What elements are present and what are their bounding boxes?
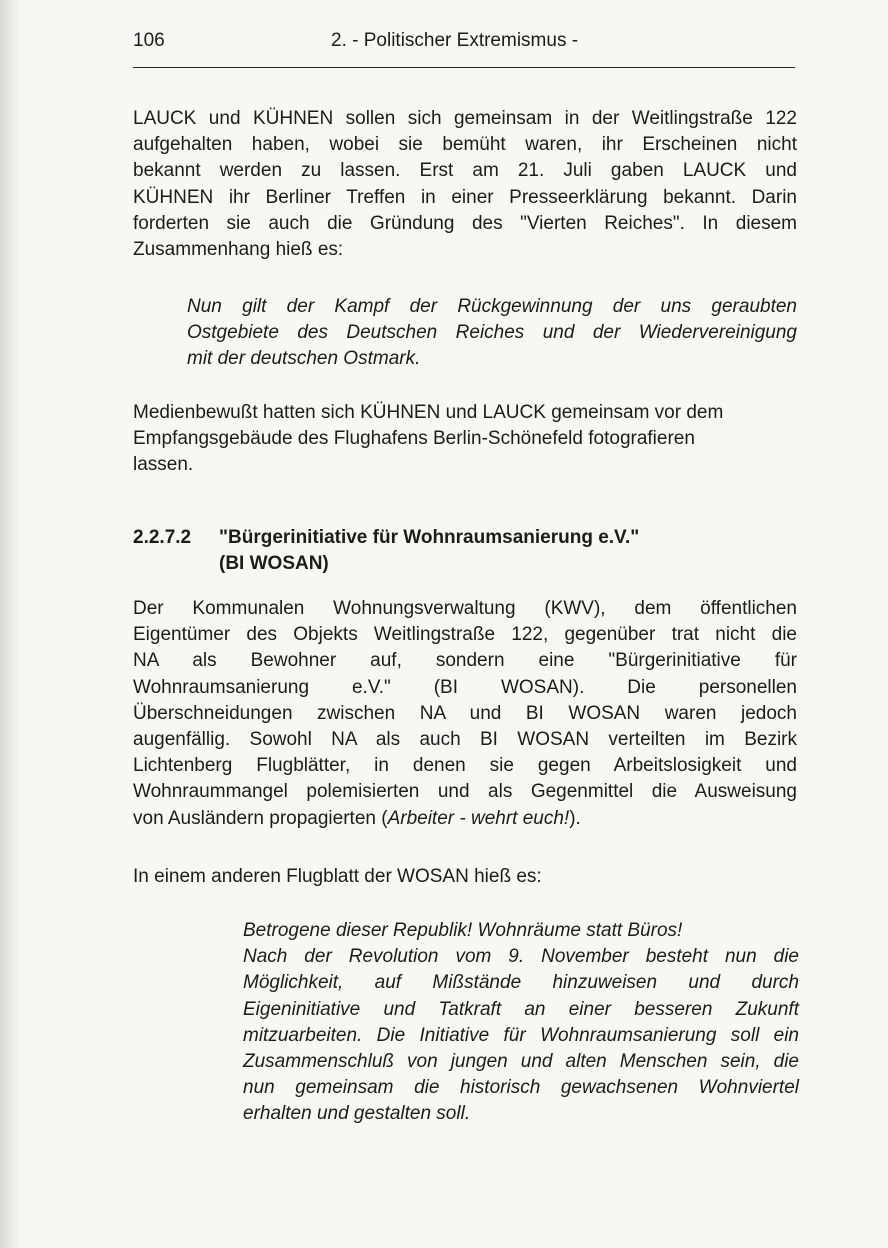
text-line: Wohnraumsanierung e.V." (BI WOSAN). Die personellen bbox=[133, 676, 797, 698]
section-title-line: "Bürgerinitiative für Wohnraumsanierung e.V." bbox=[219, 527, 640, 548]
text-line: In einem anderen Flugblatt der WOSAN hieß es: bbox=[133, 866, 542, 887]
text-line: NA als Bewohner auf, sondern eine "Bürgerinitiative für bbox=[133, 650, 797, 672]
text-line: KÜHNEN ihr Berliner Treffen in einer Presseerklärung bekannt. Darin bbox=[133, 186, 797, 208]
section-title bbox=[219, 525, 779, 577]
quote-line: mit der deutschen Ostmark. bbox=[187, 348, 421, 370]
text-line: forderten sie auch die Gründung des "Vierten Reiches". In diesem bbox=[133, 212, 797, 234]
header-divider bbox=[133, 67, 795, 68]
section-number: 2.2.7.2 bbox=[133, 527, 192, 548]
text-line: aufgehalten haben, wobei sie bemüht waren, ihr Erscheinen nicht bbox=[133, 134, 797, 156]
text-line: bekannt werden zu lassen. Erst am 21. Juli gaben LAUCK und bbox=[133, 160, 797, 182]
document-page bbox=[133, 0, 803, 1248]
quote-line: nun gemeinsam die historisch gewachsenen Wohnviertel bbox=[243, 1077, 799, 1099]
text-line: Wohnraummangel polemisierten und als Gegenmittel die Ausweisung bbox=[133, 781, 797, 803]
quote-line: Möglichkeit, auf Mißstände hinzuweisen und durch bbox=[243, 972, 799, 994]
text-line: Der Kommunalen Wohnungsverwaltung (KWV), dem öffentlichen bbox=[133, 598, 797, 619]
quote-flyer bbox=[243, 918, 799, 1128]
text-segment: ). bbox=[569, 807, 581, 829]
flyer-slogan: Arbeiter - wehrt euch! bbox=[387, 807, 570, 829]
text-line: Medienbewußt hatten sich KÜHNEN und LAUCK gemeinsam vor dem bbox=[133, 402, 724, 423]
quote-vierten-reiches bbox=[187, 294, 797, 373]
text-line-last bbox=[133, 806, 797, 832]
quote-line: Betrogene dieser Republik! Wohnräume statt Büros! bbox=[243, 920, 683, 941]
quote-line: Nun gilt der Kampf der Rückgewinnung der uns geraubten bbox=[187, 296, 797, 317]
running-title: 2. - Politischer Extremismus - bbox=[331, 30, 579, 51]
quote-line: erhalten und gestalten soll. bbox=[243, 1103, 471, 1125]
text-line: Lichtenberg Flugblätter, in denen sie gegen Arbeitslosigkeit und bbox=[133, 755, 797, 777]
page-header bbox=[133, 30, 803, 60]
paragraph-lauck-kuehnen bbox=[133, 106, 797, 263]
paragraph-medienbewusst bbox=[133, 400, 797, 479]
quote-line: Zusammenschluß von jungen und alten Menschen sein, die bbox=[243, 1051, 799, 1073]
text-line: Empfangsgebäude des Flughafens Berlin-Schönefeld fotografieren bbox=[133, 428, 695, 450]
scan-shadow-edge bbox=[0, 0, 22, 1248]
quote-line: Eigeninitiative und Tatkraft an einer besseren Zukunft bbox=[243, 998, 799, 1020]
quote-line: mitzuarbeiten. Die Initiative für Wohnraumsanierung soll ein bbox=[243, 1024, 799, 1046]
quote-line: Nach der Revolution vom 9. November besteht nun die bbox=[243, 946, 799, 968]
text-line: Überschneidungen zwischen NA und BI WOSAN waren jedoch bbox=[133, 702, 797, 724]
page-number: 106 bbox=[133, 30, 165, 51]
text-line: Eigentümer des Objekts Weitlingstraße 122, gegenüber trat nicht die bbox=[133, 624, 797, 646]
text-line: Zusammenhang hieß es: bbox=[133, 239, 344, 261]
text-line: LAUCK und KÜHNEN sollen sich gemeinsam in der Weitlingstraße 122 bbox=[133, 108, 797, 129]
quote-line: Ostgebiete des Deutschen Reiches und der Wiedervereinigung bbox=[187, 322, 797, 344]
paragraph-kwv bbox=[133, 596, 797, 832]
section-title-line: (BI WOSAN) bbox=[219, 553, 329, 574]
text-line: lassen. bbox=[133, 454, 194, 476]
text-line: augenfällig. Sowohl NA als auch BI WOSAN verteilten im Bezirk bbox=[133, 729, 797, 751]
text-segment: von Ausländern propagierten ( bbox=[133, 807, 388, 829]
paragraph-wosan-intro bbox=[133, 864, 797, 890]
